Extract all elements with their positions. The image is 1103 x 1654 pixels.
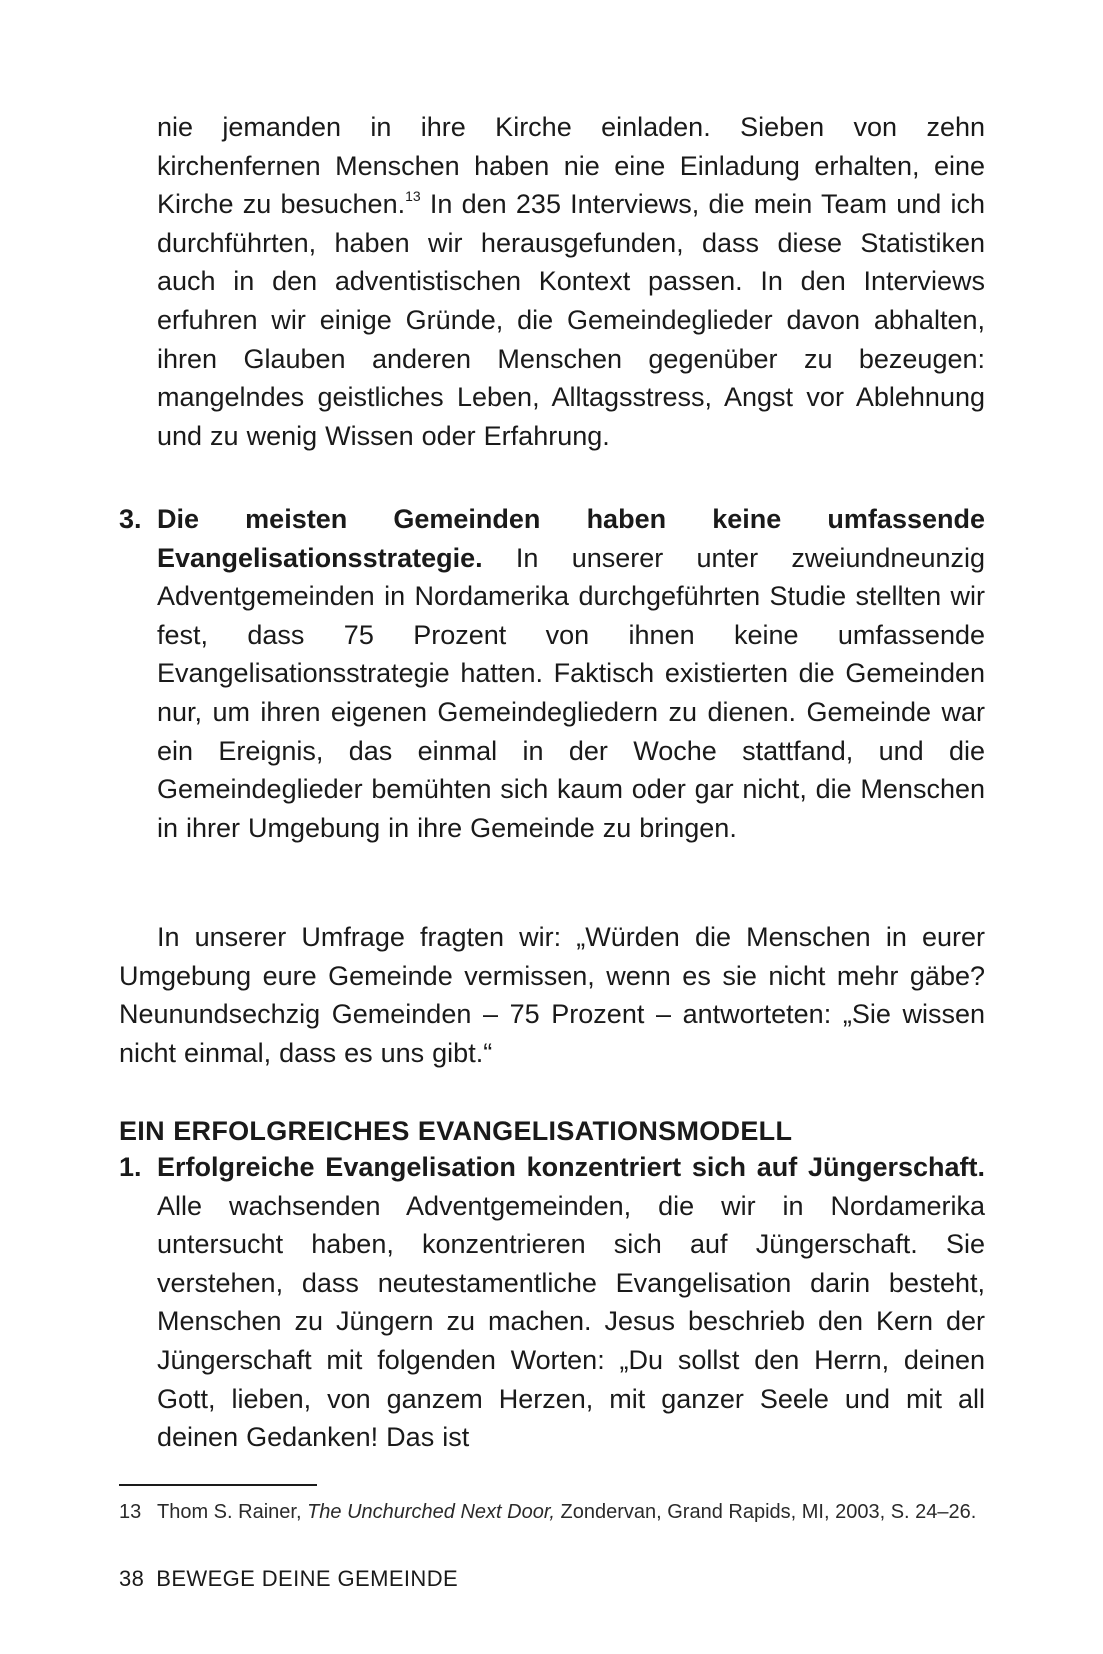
footnote-divider xyxy=(119,1484,317,1486)
page-footer xyxy=(119,1564,458,1594)
list-item-1 xyxy=(119,1148,985,1457)
list-item-3-body: In unserer unter zweiundneunzig Adventgemeinden in Nordamerika durchgeführten Studie stellten wir fest, dass 75 Prozent von ihnen keine umfassende Evangelisationsstrategie hatten. Faktisch existierten die Gemeinden nur, um ihren eigenen Gemeindegliedern zu dienen. Gemeinde war ein Ereignis, das einmal in der Woche stattfand, und die Gemeindeglieder bemühten sich kaum oder gar nicht, die Menschen in ihrer Umgebung in ihre Gemeinde zu bringen. xyxy=(157,542,985,843)
continuation-paragraph xyxy=(119,108,985,455)
survey-paragraph-text: In unserer Umfrage fragten wir: „Würden die Menschen in eurer Umgebung eure Gemeinde vermissen, wenn es sie nicht mehr gäbe? Neunundsechzig Gemeinden – 75 Prozent – antworteten: „Sie wissen nicht einmal, dass es uns gibt.“ xyxy=(119,922,985,1068)
page-number: 38 xyxy=(119,1566,145,1591)
footnote-author: Thom S. Rainer, xyxy=(157,1501,308,1523)
list-item-1-body: Alle wachsenden Adventgemeinden, die wir in Nordamerika untersucht haben, konzentrieren sich auf Jüngerschaft. Sie verstehen, dass neutestamentliche Evangelisation darin besteht, Menschen zu Jüngern zu machen. Jesus beschrieb den Kern der Jüngerschaft mit folgenden Worten: „Du sollst den Herrn, deinen Gott, lieben, von ganzem Herzen, mit ganzer Seele und mit all deinen Gedanken! Das ist xyxy=(157,1190,985,1453)
footnote-publication: Zondervan, Grand Rapids, MI, 2003, S. 24–26. xyxy=(554,1501,977,1523)
list-item-3 xyxy=(119,500,985,847)
footnote-reference: 13 xyxy=(405,188,421,205)
list-item-1-number: 1. xyxy=(119,1152,142,1182)
section-heading: EIN ERFOLGREICHES EVANGELISATIONSMODELL xyxy=(119,1116,793,1146)
footnote-book-title: The Unchurched Next Door, xyxy=(307,1501,555,1523)
list-item-3-number: 3. xyxy=(119,504,142,534)
list-item-3-lead: Die meisten Gemeinden haben keine umfassende Evangelisationsstrategie. xyxy=(157,504,985,573)
running-title: BEWEGE DEINE GEMEINDE xyxy=(156,1566,459,1591)
footnote xyxy=(119,1498,985,1526)
continuation-text-before-note: nie jemanden in ihre Kirche einladen. Sieben von zehn kirchenfernen Menschen haben nie eine Einladung erhalten, eine Kirche zu besuchen. xyxy=(157,112,985,220)
footnote-number: 13 xyxy=(119,1501,142,1523)
list-item-1-lead: Erfolgreiche Evangelisation konzentriert sich auf Jüngerschaft. xyxy=(157,1152,985,1182)
survey-paragraph xyxy=(119,918,985,1072)
continuation-text-after-note: In den 235 Interviews, die mein Team und ich durchführten, haben wir herausgefunden, dass diese Statistiken auch in den adventistischen Kontext passen. In den Interviews erfuhren wir einige Gründe, die Gemeindeglieder davon abhalten, ihren Glauben anderen Menschen gegenüber zu bezeugen: mangelndes geistliches Leben, Alltagsstress, Angst vor Ablehnung und zu wenig Wissen oder Erfahrung. xyxy=(157,189,985,451)
